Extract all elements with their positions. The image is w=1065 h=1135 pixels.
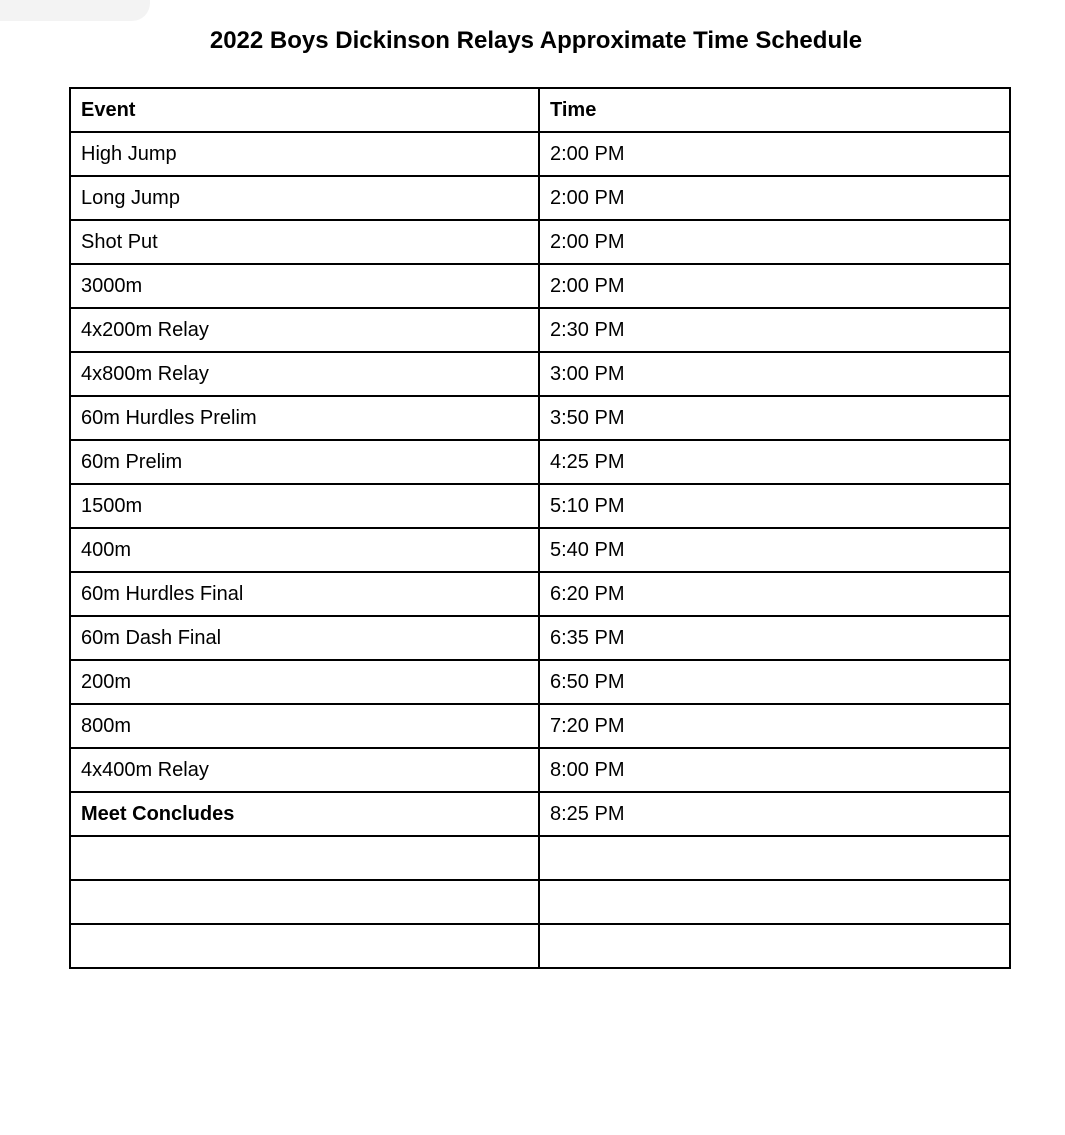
table-row [70,132,1010,176]
event-cell: 4x800m Relay [70,352,539,396]
empty-table-row [70,880,1010,924]
time-cell: 2:00 PM [539,176,1010,220]
event-cell: 60m Hurdles Prelim [70,396,539,440]
table-row [70,440,1010,484]
table-row [70,704,1010,748]
time-cell: 6:35 PM [539,616,1010,660]
empty-table-row [70,836,1010,880]
page-title: 2022 Boys Dickinson Relays Approximate Time Schedule [209,27,863,54]
event-cell: 1500m [70,484,539,528]
table-row [70,528,1010,572]
table-row [70,792,1010,836]
event-cell [70,836,539,880]
time-cell: 5:40 PM [539,528,1010,572]
time-cell: 6:50 PM [539,660,1010,704]
table-row [70,220,1010,264]
schedule-table [69,87,1011,969]
event-cell: 400m [70,528,539,572]
event-cell [70,924,539,968]
time-cell: 8:25 PM [539,792,1010,836]
table-row [70,352,1010,396]
table-header-row [70,88,1010,132]
event-cell: 60m Hurdles Final [70,572,539,616]
event-column-header: Event [70,88,539,132]
table-row [70,308,1010,352]
time-column-header: Time [539,88,1010,132]
table-row [70,660,1010,704]
corner-shape [0,0,150,21]
table-row [70,264,1010,308]
event-cell: 800m [70,704,539,748]
time-cell: 3:00 PM [539,352,1010,396]
event-cell: High Jump [70,132,539,176]
event-cell: 60m Dash Final [70,616,539,660]
event-cell: Meet Concludes [70,792,539,836]
table-row [70,176,1010,220]
table-row [70,396,1010,440]
event-cell [70,880,539,924]
time-cell [539,924,1010,968]
time-cell: 5:10 PM [539,484,1010,528]
table-row [70,616,1010,660]
time-cell: 2:00 PM [539,264,1010,308]
time-cell: 2:30 PM [539,308,1010,352]
time-cell [539,880,1010,924]
event-cell: Long Jump [70,176,539,220]
event-cell: 60m Prelim [70,440,539,484]
time-cell: 4:25 PM [539,440,1010,484]
time-cell: 8:00 PM [539,748,1010,792]
time-cell: 7:20 PM [539,704,1010,748]
event-cell: Shot Put [70,220,539,264]
time-cell [539,836,1010,880]
table-row [70,484,1010,528]
event-cell: 200m [70,660,539,704]
event-cell: 4x200m Relay [70,308,539,352]
empty-table-row [70,924,1010,968]
table-row [70,572,1010,616]
time-cell: 3:50 PM [539,396,1010,440]
time-cell: 6:20 PM [539,572,1010,616]
time-cell: 2:00 PM [539,220,1010,264]
event-cell: 3000m [70,264,539,308]
time-cell: 2:00 PM [539,132,1010,176]
event-cell: 4x400m Relay [70,748,539,792]
table-row [70,748,1010,792]
